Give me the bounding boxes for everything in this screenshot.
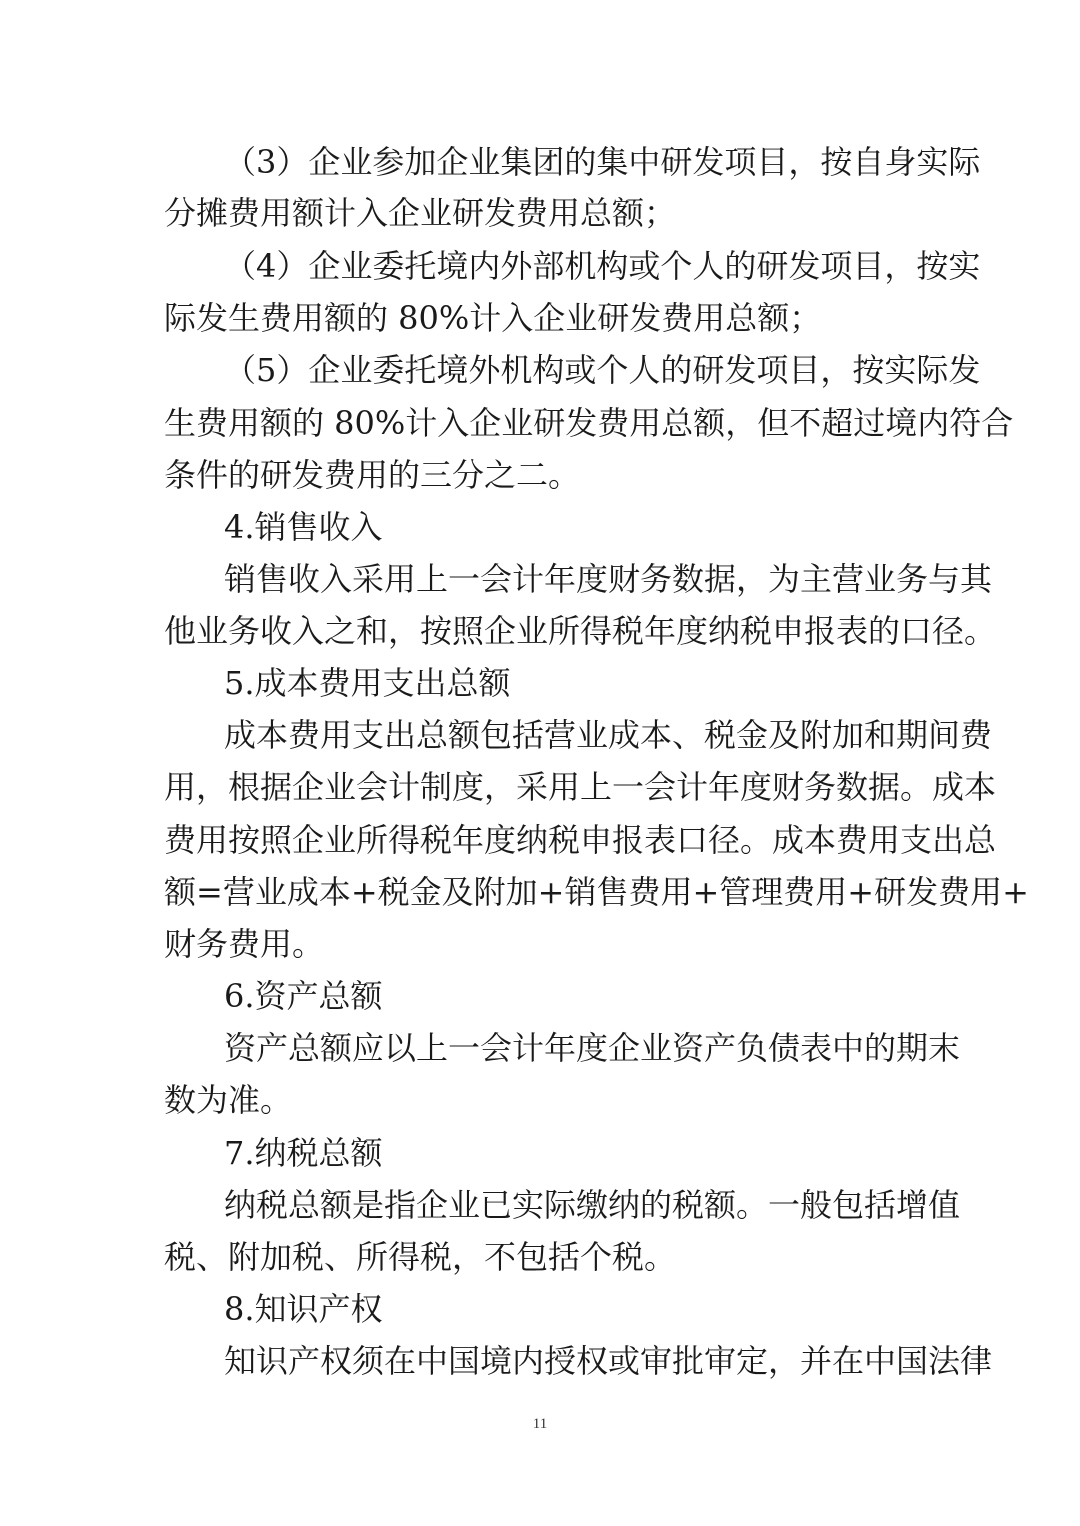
paragraph-4-line-2: 际发生费用额的 80%计入企业研发费用总额； (164, 299, 822, 337)
heading-total-assets: 6.资产总额 (224, 977, 383, 1015)
total-cost-line-3: 费用按照企业所得税年度纳税申报表口径。成本费用支出总 (164, 821, 997, 859)
total-tax-line-2: 税、附加税、所得税，不包括个税。 (164, 1238, 677, 1276)
heading-intellectual-property: 8.知识产权 (224, 1290, 383, 1328)
paragraph-3-line-1: （3）企业参加企业集团的集中研发项目，按自身实际 (224, 143, 981, 181)
heading-total-tax: 7.纳税总额 (224, 1134, 383, 1172)
paragraph-3-line-2: 分摊费用额计入企业研发费用总额； (164, 194, 677, 232)
total-assets-line-1: 资产总额应以上一会计年度企业资产负债表中的期末 (224, 1029, 961, 1067)
paragraph-5-line-1: （5）企业委托境外机构或个人的研发项目，按实际发 (224, 351, 981, 389)
total-cost-line-1: 成本费用支出总额包括营业成本、税金及附加和期间费 (224, 716, 993, 754)
intellectual-property-line-1: 知识产权须在中国境内授权或审批审定，并在中国法律 (224, 1342, 993, 1380)
sales-revenue-line-2: 他业务收入之和，按照企业所得税年度纳税申报表的口径。 (164, 612, 997, 650)
page-number: 11 (532, 1416, 548, 1432)
heading-sales-revenue: 4.销售收入 (224, 508, 383, 546)
paragraph-4-line-1: （4）企业委托境内外部机构或个人的研发项目，按实 (224, 247, 981, 285)
total-cost-line-2: 用，根据企业会计制度，采用上一会计年度财务数据。成本 (164, 768, 997, 806)
paragraph-5-line-3: 条件的研发费用的三分之二。 (164, 456, 581, 494)
paragraph-5-line-2: 生费用额的 80%计入企业研发费用总额，但不超过境内符合 (164, 404, 1014, 442)
heading-total-cost: 5.成本费用支出总额 (224, 664, 511, 702)
total-tax-line-1: 纳税总额是指企业已实际缴纳的税额。一般包括增值 (224, 1186, 961, 1224)
total-cost-line-4: 额=营业成本+税金及附加+销售费用+管理费用+研发费用+ (164, 873, 1029, 911)
total-cost-line-5: 财务费用。 (164, 925, 325, 963)
total-assets-line-2: 数为准。 (164, 1081, 293, 1119)
sales-revenue-line-1: 销售收入采用上一会计年度财务数据，为主营业务与其 (224, 560, 993, 598)
